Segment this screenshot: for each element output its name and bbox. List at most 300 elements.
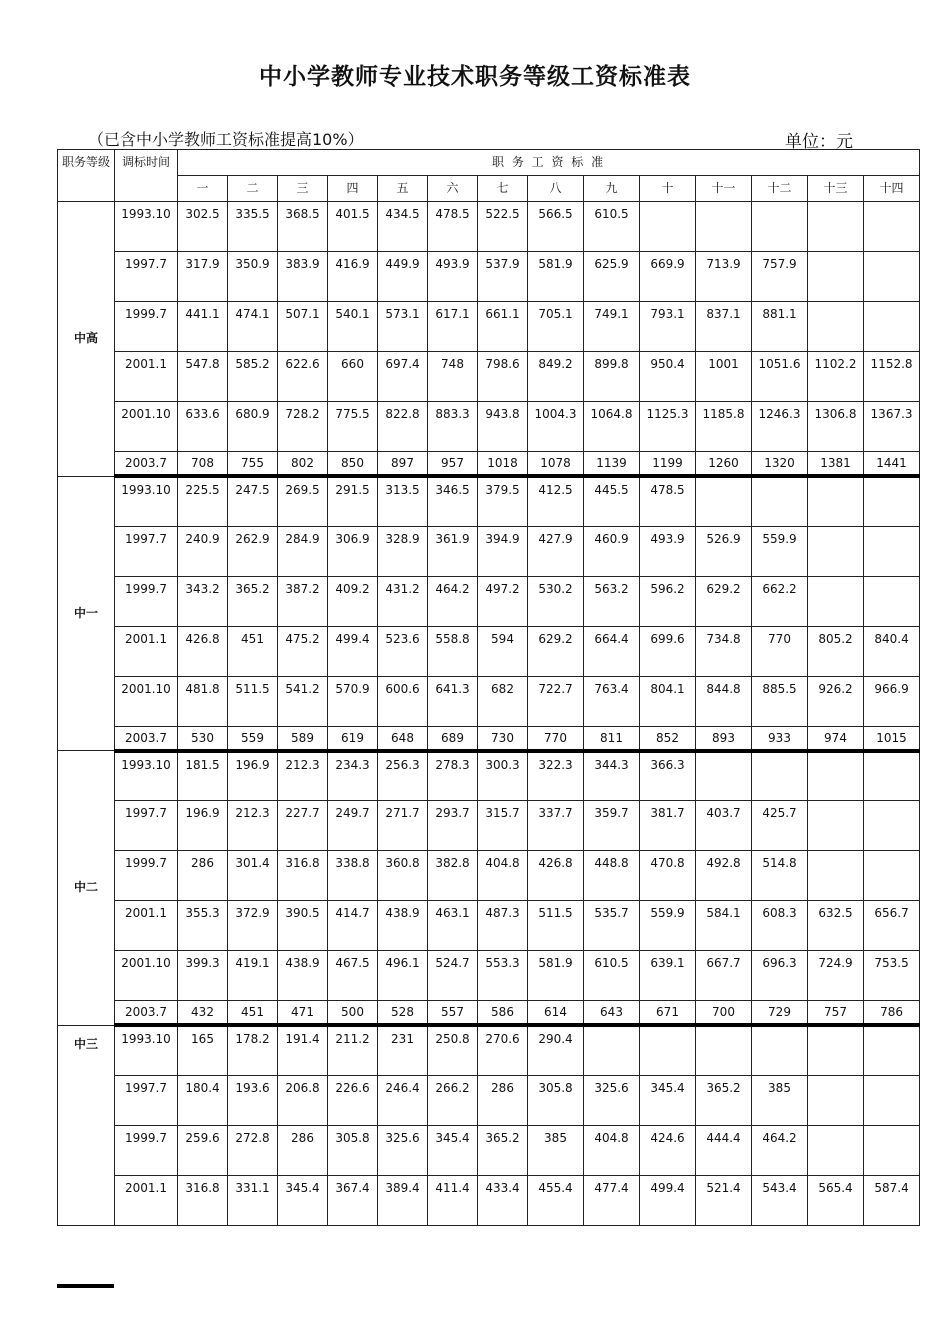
salary-cell: 730 [478,726,528,751]
salary-cell: 412.5 [528,476,584,526]
salary-cell: 416.9 [328,252,378,302]
salary-cell: 291.5 [328,476,378,526]
salary-cell: 667.7 [696,951,752,1001]
salary-cell: 656.7 [864,901,920,951]
adjust-time-cell: 2001.10 [115,951,178,1001]
salary-cell: 802 [278,452,328,477]
salary-cell: 165 [178,1025,228,1075]
salary-cell: 639.1 [640,951,696,1001]
salary-cell [864,801,920,851]
adjust-time-cell: 1997.7 [115,526,178,576]
salary-cell: 211.2 [328,1025,378,1075]
grade-label: 中三 [58,1025,115,1225]
salary-cell: 775.5 [328,402,378,452]
step-header: 十三 [808,176,864,202]
table-row [58,302,920,352]
salary-cell: 271.7 [378,801,428,851]
salary-cell: 614 [528,1001,584,1026]
salary-cell: 293.7 [428,801,478,851]
salary-cell: 432 [178,1001,228,1026]
salary-cell: 231 [378,1025,428,1075]
salary-cell: 734.8 [696,626,752,676]
salary-cell: 662.2 [752,576,808,626]
salary-cell: 523.6 [378,626,428,676]
salary-cell: 729 [752,1001,808,1026]
salary-cell: 290.4 [528,1025,584,1075]
salary-cell: 419.1 [228,951,278,1001]
salary-cell: 350.9 [228,252,278,302]
salary-cell: 346.5 [428,476,478,526]
salary-cell: 897 [378,452,428,477]
salary-cell [584,1025,640,1075]
salary-cell: 266.2 [428,1075,478,1125]
salary-cell: 426.8 [528,851,584,901]
salary-cell: 481.8 [178,676,228,726]
salary-cell: 385 [752,1075,808,1125]
salary-cell: 585.2 [228,352,278,402]
salary-cell: 493.9 [640,526,696,576]
salary-cell [864,751,920,801]
salary-cell: 464.2 [752,1125,808,1175]
salary-cell: 1125.3 [640,402,696,452]
salary-cell [808,476,864,526]
salary-cell [696,751,752,801]
salary-cell: 559 [228,726,278,751]
salary-cell: 526.9 [696,526,752,576]
salary-cell: 366.3 [640,751,696,801]
salary-cell: 180.4 [178,1075,228,1125]
salary-cell: 344.3 [584,751,640,801]
table-row [58,751,920,801]
salary-cell: 565.4 [808,1175,864,1225]
salary-cell [808,1125,864,1175]
salary-cell: 438.9 [378,901,428,951]
salary-cell: 478.5 [640,476,696,526]
salary-cell: 424.6 [640,1125,696,1175]
salary-cell: 664.4 [584,626,640,676]
salary-cell [696,202,752,252]
salary-cell: 365.2 [478,1125,528,1175]
salary-cell: 974 [808,726,864,751]
table-row [58,676,920,726]
salary-cell: 497.2 [478,576,528,626]
salary-cell: 206.8 [278,1075,328,1125]
salary-cell: 382.8 [428,851,478,901]
salary-cell [640,202,696,252]
table-row [58,951,920,1001]
salary-cell: 315.7 [478,801,528,851]
salary-cell: 535.7 [584,901,640,951]
salary-cell: 566.5 [528,202,584,252]
salary-cell: 449.9 [378,252,428,302]
salary-cell: 728.2 [278,402,328,452]
salary-cell: 226.6 [328,1075,378,1125]
salary-cell: 250.8 [428,1025,478,1075]
salary-cell: 478.5 [428,202,478,252]
salary-cell: 247.5 [228,476,278,526]
salary-cell: 883.3 [428,402,478,452]
salary-cell: 933 [752,726,808,751]
salary-cell: 325.6 [584,1075,640,1125]
salary-cell [808,202,864,252]
salary-cell: 212.3 [278,751,328,801]
salary-cell: 625.9 [584,252,640,302]
table-row [58,726,920,751]
salary-cell: 401.5 [328,202,378,252]
salary-cell: 337.7 [528,801,584,851]
salary-cell: 381.7 [640,801,696,851]
salary-cell: 1320 [752,452,808,477]
salary-cell: 368.5 [278,202,328,252]
salary-cell: 431.2 [378,576,428,626]
salary-cell [864,851,920,901]
salary-cell [864,526,920,576]
salary-cell: 581.9 [528,252,584,302]
salary-cell: 547.8 [178,352,228,402]
table-row [58,1075,920,1125]
salary-cell: 316.8 [178,1175,228,1225]
salary-cell: 724.9 [808,951,864,1001]
salary-cell: 1185.8 [696,402,752,452]
salary-cell: 306.9 [328,526,378,576]
salary-cell: 317.9 [178,252,228,302]
salary-cell: 629.2 [696,576,752,626]
salary-cell: 345.4 [278,1175,328,1225]
salary-cell: 331.1 [228,1175,278,1225]
salary-cell [864,576,920,626]
salary-cell: 511.5 [528,901,584,951]
adjust-time-cell: 1997.7 [115,252,178,302]
salary-cell: 581.9 [528,951,584,1001]
salary-cell: 763.4 [584,676,640,726]
table-row [58,452,920,477]
salary-cell: 669.9 [640,252,696,302]
salary-cell: 837.1 [696,302,752,352]
salary-cell: 302.5 [178,202,228,252]
table-row [58,202,920,252]
salary-cell: 487.3 [478,901,528,951]
salary-cell: 617.1 [428,302,478,352]
salary-cell: 301.4 [228,851,278,901]
salary-cell: 269.5 [278,476,328,526]
salary-cell: 660 [328,352,378,402]
salary-cell: 943.8 [478,402,528,452]
salary-cell: 286 [278,1125,328,1175]
salary-cell [752,202,808,252]
salary-cell [864,476,920,526]
salary-cell: 622.6 [278,352,328,402]
salary-cell: 433.4 [478,1175,528,1225]
table-row [58,576,920,626]
salary-cell: 589 [278,726,328,751]
salary-cell [696,1025,752,1075]
salary-cell [752,1025,808,1075]
step-header: 一 [178,176,228,202]
salary-cell: 559.9 [640,901,696,951]
salary-cell [808,526,864,576]
salary-cell: 514.8 [752,851,808,901]
table-row [58,1025,920,1075]
salary-cell: 713.9 [696,252,752,302]
salary-cell: 557 [428,1001,478,1026]
salary-cell: 1064.8 [584,402,640,452]
step-header: 三 [278,176,328,202]
salary-cell: 470.8 [640,851,696,901]
adjust-time-cell: 2003.7 [115,452,178,477]
salary-cell: 455.4 [528,1175,584,1225]
salary-cell: 543.4 [752,1175,808,1225]
salary-cell: 798.6 [478,352,528,402]
salary-cell: 1015 [864,726,920,751]
salary-cell: 926.2 [808,676,864,726]
salary-cell: 212.3 [228,801,278,851]
salary-cell: 530 [178,726,228,751]
salary-cell: 757.9 [752,252,808,302]
adjust-time-cell: 1999.7 [115,851,178,901]
salary-cell: 849.2 [528,352,584,402]
salary-cell: 586 [478,1001,528,1026]
salary-cell: 1441 [864,452,920,477]
salary-cell: 522.5 [478,202,528,252]
salary-cell: 355.3 [178,901,228,951]
table-row [58,252,920,302]
salary-cell: 699.6 [640,626,696,676]
adjust-time-cell: 1997.7 [115,801,178,851]
salary-cell: 325.6 [378,1125,428,1175]
adjust-time-cell: 1993.10 [115,1025,178,1075]
adjust-time-cell: 1993.10 [115,202,178,252]
salary-cell: 500 [328,1001,378,1026]
salary-cell: 438.9 [278,951,328,1001]
salary-cell: 404.8 [478,851,528,901]
salary-cell: 722.7 [528,676,584,726]
salary-cell [808,1025,864,1075]
salary-cell: 284.9 [278,526,328,576]
salary-cell: 528 [378,1001,428,1026]
salary-cell: 365.2 [696,1075,752,1125]
salary-cell: 227.7 [278,801,328,851]
salary-cell: 322.3 [528,751,584,801]
step-header: 七 [478,176,528,202]
salary-cell: 499.4 [640,1175,696,1225]
salary-cell: 537.9 [478,252,528,302]
salary-cell: 1260 [696,452,752,477]
step-header: 十四 [864,176,920,202]
salary-cell: 610.5 [584,951,640,1001]
salary-cell: 596.2 [640,576,696,626]
salary-cell: 689 [428,726,478,751]
salary-cell: 496.1 [378,951,428,1001]
salary-cell: 844.8 [696,676,752,726]
salary-cell: 499.4 [328,626,378,676]
salary-cell: 383.9 [278,252,328,302]
salary-cell: 474.1 [228,302,278,352]
table-row [58,801,920,851]
step-header: 九 [584,176,640,202]
salary-cell: 786 [864,1001,920,1026]
salary-cell: 697.4 [378,352,428,402]
grade-label: 中二 [58,751,115,1026]
salary-cell: 633.6 [178,402,228,452]
salary-cell: 850 [328,452,378,477]
salary-cell: 367.4 [328,1175,378,1225]
salary-cell: 246.4 [378,1075,428,1125]
adjust-time-cell: 1999.7 [115,1125,178,1175]
salary-cell: 558.8 [428,626,478,676]
salary-cell: 822.8 [378,402,428,452]
salary-cell: 1078 [528,452,584,477]
salary-cell: 573.1 [378,302,428,352]
grade-column-header: 职务等级 [58,150,115,202]
salary-cell: 811 [584,726,640,751]
time-column-header: 调标时间 [115,150,178,202]
salary-cell: 425.7 [752,801,808,851]
table-subtitle: （已含中小学教师工资标准提高10%） [88,130,364,149]
salary-cell: 286 [478,1075,528,1125]
salary-cell: 748 [428,352,478,402]
salary-cell: 507.1 [278,302,328,352]
adjust-time-cell: 1993.10 [115,751,178,801]
salary-cell: 361.9 [428,526,478,576]
salary-cell: 682 [478,676,528,726]
salary-cell: 594 [478,626,528,676]
salary-cell: 394.9 [478,526,528,576]
salary-cell: 441.1 [178,302,228,352]
table-row [58,402,920,452]
salary-cell [808,576,864,626]
salary-cell: 444.4 [696,1125,752,1175]
table-row [58,1001,920,1026]
salary-cell: 365.2 [228,576,278,626]
salary-cell: 463.1 [428,901,478,951]
salary-cell: 196.9 [228,751,278,801]
salary-cell: 467.5 [328,951,378,1001]
salary-cell: 270.6 [478,1025,528,1075]
salary-cell: 372.9 [228,901,278,951]
salary-cell: 196.9 [178,801,228,851]
salary-cell [808,801,864,851]
adjust-time-cell: 2001.1 [115,352,178,402]
salary-cell: 316.8 [278,851,328,901]
salary-cell: 610.5 [584,202,640,252]
salary-cell: 471 [278,1001,328,1026]
salary-cell: 278.3 [428,751,478,801]
adjust-time-cell: 1997.7 [115,1075,178,1125]
salary-cell [864,1125,920,1175]
salary-cell: 178.2 [228,1025,278,1075]
salary-cell: 584.1 [696,901,752,951]
salary-cell [808,252,864,302]
salary-cell: 193.6 [228,1075,278,1125]
salary-cell: 524.7 [428,951,478,1001]
table-row [58,851,920,901]
salary-cell: 1018 [478,452,528,477]
salary-cell: 563.2 [584,576,640,626]
salary-cell: 445.5 [584,476,640,526]
salary-cell: 700 [696,1001,752,1026]
salary-cell: 492.8 [696,851,752,901]
step-header: 十 [640,176,696,202]
table-row [58,1125,920,1175]
salary-cell: 390.5 [278,901,328,951]
salary-cell: 680.9 [228,402,278,452]
salary-cell: 1306.8 [808,402,864,452]
salary-cell: 493.9 [428,252,478,302]
salary-cell: 403.7 [696,801,752,851]
adjust-time-cell: 1993.10 [115,476,178,526]
salary-cell: 840.4 [864,626,920,676]
salary-cell: 1102.2 [808,352,864,402]
table-row [58,352,920,402]
salary-cell [696,476,752,526]
salary-cell: 641.3 [428,676,478,726]
salary-table [57,149,920,1226]
salary-cell: 899.8 [584,352,640,402]
salary-cell: 643 [584,1001,640,1026]
salary-cell: 966.9 [864,676,920,726]
salary-cell: 885.5 [752,676,808,726]
salary-cell: 852 [640,726,696,751]
salary-cell: 1246.3 [752,402,808,452]
salary-cell: 608.3 [752,901,808,951]
table-row [58,476,920,526]
salary-cell [864,302,920,352]
salary-cell: 530.2 [528,576,584,626]
salary-cell: 181.5 [178,751,228,801]
salary-cell: 448.8 [584,851,640,901]
salary-cell: 272.8 [228,1125,278,1175]
salary-cell: 338.8 [328,851,378,901]
salary-cell: 475.2 [278,626,328,676]
salary-cell: 426.8 [178,626,228,676]
salary-cell: 1051.6 [752,352,808,402]
grade-label: 中高 [58,202,115,477]
salary-cell: 559.9 [752,526,808,576]
salary-cell: 191.4 [278,1025,328,1075]
salary-cell: 770 [528,726,584,751]
salary-cell: 427.9 [528,526,584,576]
adjust-time-cell: 2003.7 [115,726,178,751]
adjust-time-cell: 2001.1 [115,626,178,676]
salary-cell: 1199 [640,452,696,477]
step-header: 六 [428,176,478,202]
salary-cell: 661.1 [478,302,528,352]
salary-cell: 379.5 [478,476,528,526]
salary-cell: 451 [228,626,278,676]
salary-cell [752,751,808,801]
salary-cell: 749.1 [584,302,640,352]
salary-cell: 345.4 [428,1125,478,1175]
salary-cell: 414.7 [328,901,378,951]
salary-cell: 1152.8 [864,352,920,402]
salary-cell: 477.4 [584,1175,640,1225]
salary-cell: 708 [178,452,228,477]
salary-cell [864,1075,920,1125]
salary-cell: 1001 [696,352,752,402]
salary-cell: 619 [328,726,378,751]
salary-cell: 648 [378,726,428,751]
salary-cell: 600.6 [378,676,428,726]
step-header: 十二 [752,176,808,202]
salary-cell [752,476,808,526]
salary-cell: 335.5 [228,202,278,252]
table-row [58,626,920,676]
salary-cell: 399.3 [178,951,228,1001]
salary-cell: 286 [178,851,228,901]
salary-cell [808,302,864,352]
salary-cell [808,751,864,801]
adjust-time-cell: 2001.10 [115,402,178,452]
